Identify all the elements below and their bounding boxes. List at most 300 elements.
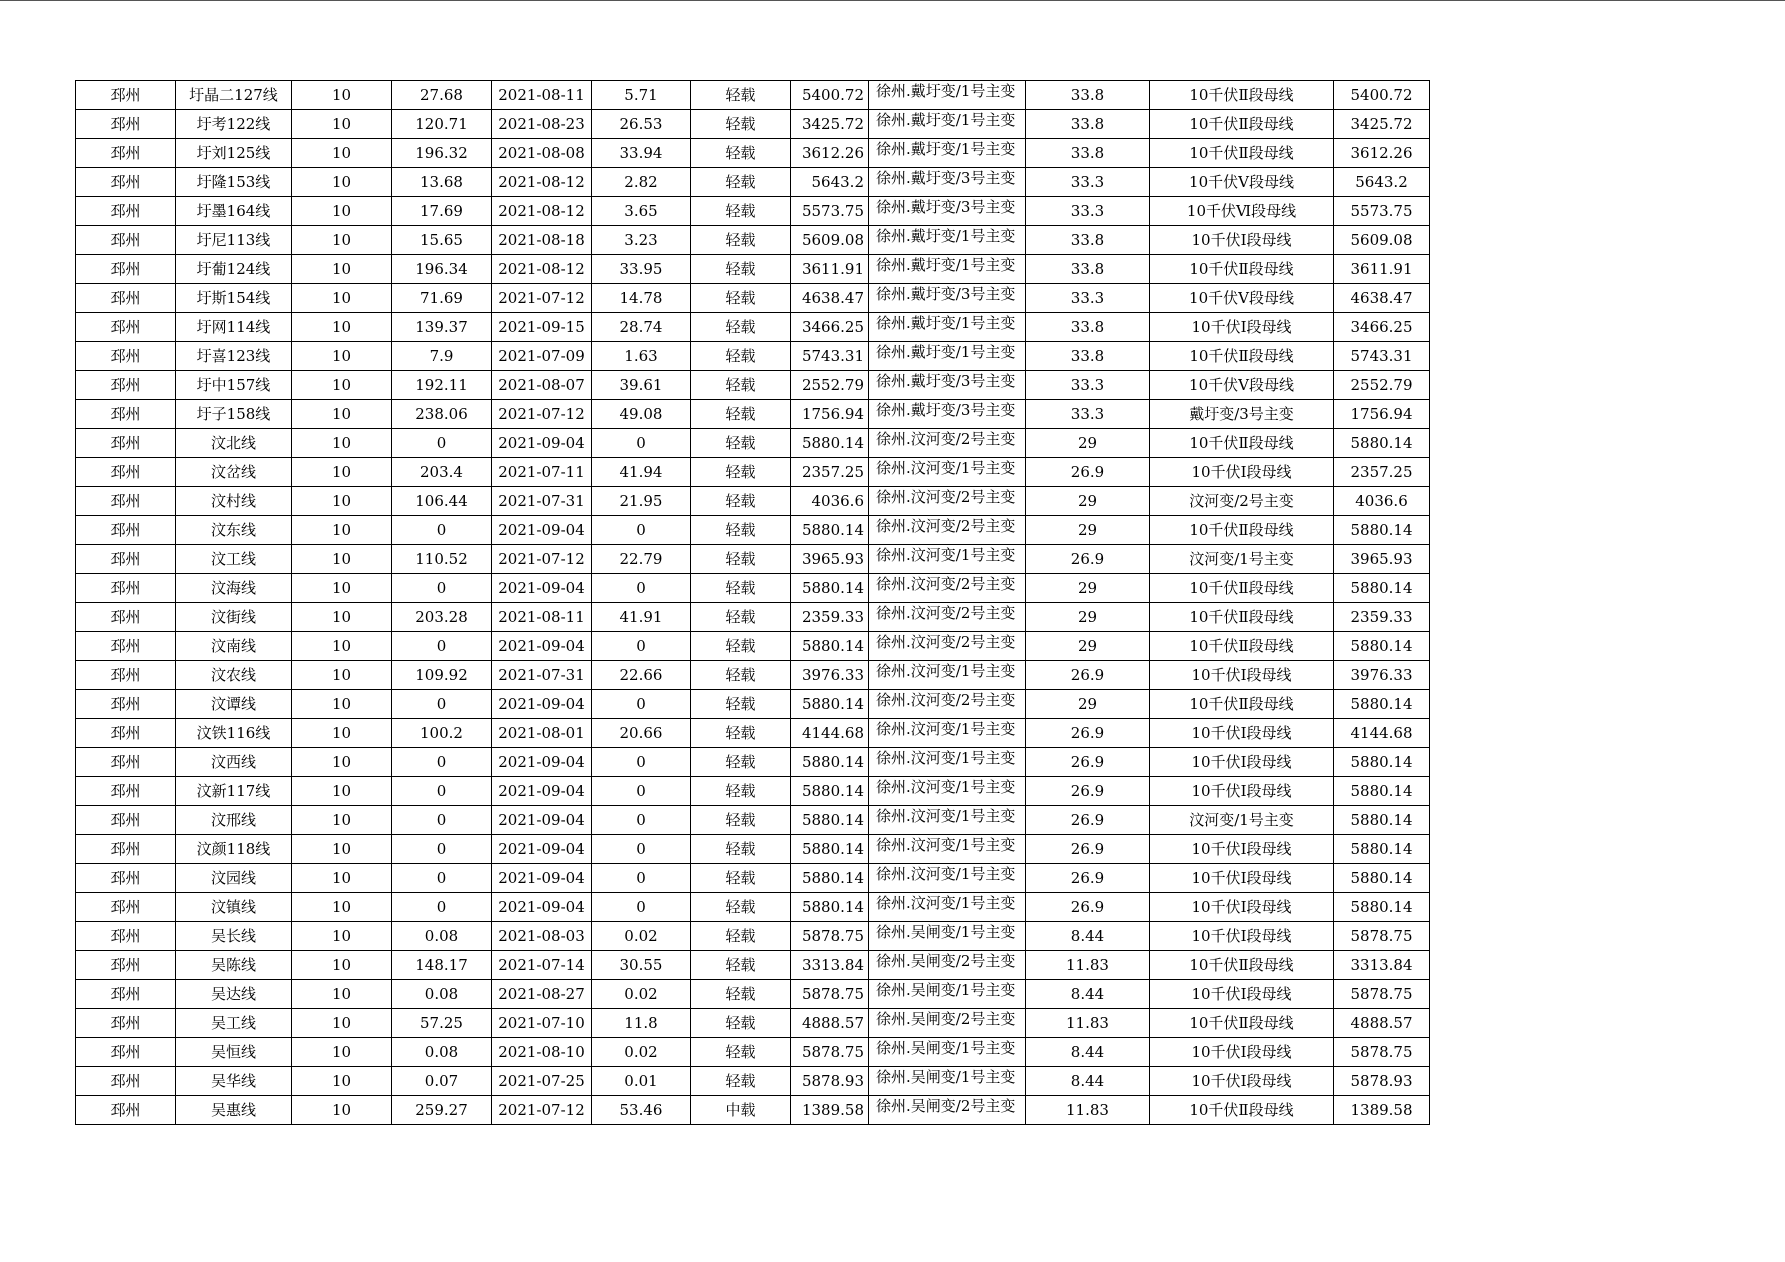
cell-load-rate: 26.53 — [592, 110, 691, 139]
cell-available-capacity: 3611.91 — [791, 255, 869, 284]
cell-load: 15.65 — [392, 226, 492, 255]
cell-date: 2021-09-04 — [492, 893, 592, 922]
table-row — [76, 748, 1430, 777]
cell-load: 100.2 — [392, 719, 492, 748]
cell-load: 259.27 — [392, 1096, 492, 1125]
cell-load: 27.68 — [392, 81, 492, 110]
table-row — [76, 313, 1430, 342]
cell-remaining-capacity: 3611.91 — [1334, 255, 1430, 284]
cell-date: 2021-09-04 — [492, 864, 592, 893]
cell-load-rate: 1.63 — [592, 342, 691, 371]
cell-substation: 徐州.戴圩变/1号主变 — [869, 255, 1026, 284]
cell-voltage: 10 — [292, 661, 392, 690]
cell-county: 邳州 — [76, 226, 176, 255]
cell-substation: 徐州.汶河变/1号主变 — [869, 806, 1026, 835]
cell-date: 2021-09-04 — [492, 806, 592, 835]
cell-bus: 10千伏Ⅴ段母线 — [1150, 284, 1334, 313]
cell-line-name: 圩子158线 — [176, 400, 292, 429]
cell-bus: 10千伏Ⅰ段母线 — [1150, 893, 1334, 922]
cell-bus: 10千伏Ⅰ段母线 — [1150, 777, 1334, 806]
cell-load-status: 轻载 — [691, 168, 791, 197]
cell-load: 71.69 — [392, 284, 492, 313]
cell-remaining-capacity: 5880.14 — [1334, 835, 1430, 864]
table-row — [76, 1067, 1430, 1096]
cell-load-status: 轻载 — [691, 777, 791, 806]
cell-voltage: 10 — [292, 458, 392, 487]
cell-line-name: 汶颜118线 — [176, 835, 292, 864]
cell-load-rate: 39.61 — [592, 371, 691, 400]
cell-main-transformer-rate: 26.9 — [1026, 835, 1150, 864]
cell-bus: 10千伏Ⅴ段母线 — [1150, 168, 1334, 197]
cell-load-rate: 22.66 — [592, 661, 691, 690]
cell-date: 2021-08-27 — [492, 980, 592, 1009]
cell-load: 148.17 — [392, 951, 492, 980]
cell-date: 2021-08-12 — [492, 255, 592, 284]
cell-available-capacity: 5880.14 — [791, 835, 869, 864]
cell-load: 196.32 — [392, 139, 492, 168]
cell-load-status: 轻载 — [691, 110, 791, 139]
cell-date: 2021-07-11 — [492, 458, 592, 487]
cell-main-transformer-rate: 26.9 — [1026, 864, 1150, 893]
cell-bus: 10千伏Ⅱ段母线 — [1150, 632, 1334, 661]
cell-load-status: 轻载 — [691, 661, 791, 690]
cell-county: 邳州 — [76, 1038, 176, 1067]
cell-load-rate: 0.02 — [592, 1038, 691, 1067]
cell-line-name: 汶谭线 — [176, 690, 292, 719]
cell-load: 57.25 — [392, 1009, 492, 1038]
cell-line-name: 圩晶二127线 — [176, 81, 292, 110]
cell-remaining-capacity: 2359.33 — [1334, 603, 1430, 632]
table-row — [76, 690, 1430, 719]
cell-substation: 徐州.戴圩变/3号主变 — [869, 197, 1026, 226]
cell-remaining-capacity: 5878.75 — [1334, 980, 1430, 1009]
cell-voltage: 10 — [292, 429, 392, 458]
cell-load: 110.52 — [392, 545, 492, 574]
cell-main-transformer-rate: 33.8 — [1026, 226, 1150, 255]
cell-voltage: 10 — [292, 139, 392, 168]
cell-substation: 徐州.戴圩变/1号主变 — [869, 81, 1026, 110]
cell-substation: 徐州.戴圩变/1号主变 — [869, 139, 1026, 168]
cell-main-transformer-rate: 33.3 — [1026, 371, 1150, 400]
cell-line-name: 吴恒线 — [176, 1038, 292, 1067]
cell-main-transformer-rate: 29 — [1026, 632, 1150, 661]
cell-main-transformer-rate: 33.3 — [1026, 284, 1150, 313]
cell-date: 2021-07-31 — [492, 661, 592, 690]
cell-county: 邳州 — [76, 545, 176, 574]
cell-remaining-capacity: 5880.14 — [1334, 748, 1430, 777]
cell-line-name: 汶村线 — [176, 487, 292, 516]
cell-line-name: 吴惠线 — [176, 1096, 292, 1125]
cell-voltage: 10 — [292, 632, 392, 661]
cell-remaining-capacity: 3425.72 — [1334, 110, 1430, 139]
table-row — [76, 226, 1430, 255]
cell-line-name: 汶铁116线 — [176, 719, 292, 748]
cell-main-transformer-rate: 26.9 — [1026, 458, 1150, 487]
cell-load-status: 轻载 — [691, 81, 791, 110]
table-row — [76, 980, 1430, 1009]
cell-main-transformer-rate: 26.9 — [1026, 545, 1150, 574]
cell-bus: 10千伏Ⅰ段母线 — [1150, 1038, 1334, 1067]
cell-substation: 徐州.汶河变/2号主变 — [869, 632, 1026, 661]
cell-voltage: 10 — [292, 574, 392, 603]
cell-county: 邳州 — [76, 632, 176, 661]
cell-main-transformer-rate: 26.9 — [1026, 661, 1150, 690]
cell-load-status: 轻载 — [691, 342, 791, 371]
cell-remaining-capacity: 5400.72 — [1334, 81, 1430, 110]
cell-remaining-capacity: 5878.93 — [1334, 1067, 1430, 1096]
cell-county: 邳州 — [76, 748, 176, 777]
cell-line-name: 汶街线 — [176, 603, 292, 632]
cell-main-transformer-rate: 8.44 — [1026, 1038, 1150, 1067]
cell-load: 106.44 — [392, 487, 492, 516]
table-row — [76, 400, 1430, 429]
cell-substation: 徐州.吴闸变/1号主变 — [869, 922, 1026, 951]
table-row — [76, 1096, 1430, 1125]
cell-county: 邳州 — [76, 922, 176, 951]
cell-remaining-capacity: 3313.84 — [1334, 951, 1430, 980]
cell-substation: 徐州.戴圩变/1号主变 — [869, 226, 1026, 255]
cell-line-name: 圩斯154线 — [176, 284, 292, 313]
table-row — [76, 516, 1430, 545]
cell-remaining-capacity: 5643.2 — [1334, 168, 1430, 197]
cell-county: 邳州 — [76, 980, 176, 1009]
cell-substation: 徐州.汶河变/2号主变 — [869, 487, 1026, 516]
cell-load: 0 — [392, 835, 492, 864]
table-row — [76, 545, 1430, 574]
cell-load-rate: 33.95 — [592, 255, 691, 284]
cell-date: 2021-07-31 — [492, 487, 592, 516]
cell-load-status: 轻载 — [691, 545, 791, 574]
cell-load-status: 轻载 — [691, 951, 791, 980]
cell-main-transformer-rate: 26.9 — [1026, 719, 1150, 748]
cell-county: 邳州 — [76, 139, 176, 168]
cell-voltage: 10 — [292, 1096, 392, 1125]
cell-load-status: 轻载 — [691, 197, 791, 226]
cell-load: 0.08 — [392, 922, 492, 951]
cell-line-name: 汶海线 — [176, 574, 292, 603]
table-row — [76, 458, 1430, 487]
cell-bus: 10千伏Ⅵ段母线 — [1150, 197, 1334, 226]
cell-line-name: 圩隆153线 — [176, 168, 292, 197]
cell-load: 0 — [392, 429, 492, 458]
cell-voltage: 10 — [292, 690, 392, 719]
cell-load-status: 轻载 — [691, 255, 791, 284]
cell-load-rate: 0 — [592, 806, 691, 835]
cell-main-transformer-rate: 29 — [1026, 516, 1150, 545]
cell-remaining-capacity: 5880.14 — [1334, 632, 1430, 661]
cell-load-rate: 21.95 — [592, 487, 691, 516]
cell-voltage: 10 — [292, 603, 392, 632]
cell-bus: 10千伏Ⅰ段母线 — [1150, 922, 1334, 951]
table-row — [76, 1038, 1430, 1067]
cell-available-capacity: 5880.14 — [791, 806, 869, 835]
cell-remaining-capacity: 5609.08 — [1334, 226, 1430, 255]
cell-line-name: 圩网114线 — [176, 313, 292, 342]
table-row — [76, 835, 1430, 864]
cell-remaining-capacity: 4036.6 — [1334, 487, 1430, 516]
cell-date: 2021-08-11 — [492, 603, 592, 632]
cell-bus: 10千伏Ⅰ段母线 — [1150, 748, 1334, 777]
cell-available-capacity: 1756.94 — [791, 400, 869, 429]
table-row — [76, 168, 1430, 197]
cell-available-capacity: 3466.25 — [791, 313, 869, 342]
cell-substation: 徐州.汶河变/1号主变 — [869, 777, 1026, 806]
cell-date: 2021-08-11 — [492, 81, 592, 110]
cell-county: 邳州 — [76, 661, 176, 690]
cell-available-capacity: 3313.84 — [791, 951, 869, 980]
cell-line-name: 圩葡124线 — [176, 255, 292, 284]
cell-voltage: 10 — [292, 110, 392, 139]
table-row — [76, 864, 1430, 893]
cell-substation: 徐州.戴圩变/1号主变 — [869, 342, 1026, 371]
cell-bus: 10千伏Ⅱ段母线 — [1150, 139, 1334, 168]
cell-load-rate: 0 — [592, 632, 691, 661]
cell-line-name: 吴陈线 — [176, 951, 292, 980]
cell-county: 邳州 — [76, 516, 176, 545]
cell-bus: 10千伏Ⅱ段母线 — [1150, 1009, 1334, 1038]
cell-county: 邳州 — [76, 110, 176, 139]
cell-load-status: 轻载 — [691, 226, 791, 255]
cell-load-rate: 0.02 — [592, 980, 691, 1009]
cell-county: 邳州 — [76, 806, 176, 835]
cell-county: 邳州 — [76, 342, 176, 371]
cell-date: 2021-09-04 — [492, 632, 592, 661]
cell-county: 邳州 — [76, 893, 176, 922]
cell-date: 2021-08-01 — [492, 719, 592, 748]
cell-voltage: 10 — [292, 748, 392, 777]
cell-substation: 徐州.戴圩变/3号主变 — [869, 371, 1026, 400]
cell-load: 0.07 — [392, 1067, 492, 1096]
cell-load-status: 轻载 — [691, 284, 791, 313]
table-body — [76, 81, 1430, 1125]
cell-load-rate: 2.82 — [592, 168, 691, 197]
cell-bus: 10千伏Ⅰ段母线 — [1150, 980, 1334, 1009]
cell-load-status: 轻载 — [691, 893, 791, 922]
cell-substation: 徐州.汶河变/2号主变 — [869, 603, 1026, 632]
cell-remaining-capacity: 5880.14 — [1334, 690, 1430, 719]
cell-bus: 10千伏Ⅱ段母线 — [1150, 255, 1334, 284]
table-row — [76, 806, 1430, 835]
cell-remaining-capacity: 5880.14 — [1334, 574, 1430, 603]
table-row — [76, 197, 1430, 226]
cell-available-capacity: 5880.14 — [791, 690, 869, 719]
cell-line-name: 汶农线 — [176, 661, 292, 690]
cell-line-name: 汶西线 — [176, 748, 292, 777]
cell-available-capacity: 5880.14 — [791, 864, 869, 893]
cell-main-transformer-rate: 33.3 — [1026, 168, 1150, 197]
cell-line-name: 汶北线 — [176, 429, 292, 458]
cell-main-transformer-rate: 33.8 — [1026, 110, 1150, 139]
cell-load-status: 轻载 — [691, 980, 791, 1009]
cell-load-rate: 0 — [592, 690, 691, 719]
cell-load-status: 轻载 — [691, 719, 791, 748]
table-row — [76, 487, 1430, 516]
cell-substation: 徐州.吴闸变/2号主变 — [869, 951, 1026, 980]
table-row — [76, 110, 1430, 139]
cell-available-capacity: 2359.33 — [791, 603, 869, 632]
cell-county: 邳州 — [76, 690, 176, 719]
cell-voltage: 10 — [292, 1009, 392, 1038]
cell-substation: 徐州.吴闸变/1号主变 — [869, 1067, 1026, 1096]
cell-substation: 徐州.吴闸变/1号主变 — [869, 1038, 1026, 1067]
cell-load-rate: 14.78 — [592, 284, 691, 313]
cell-load-rate: 0 — [592, 864, 691, 893]
cell-load-rate: 0 — [592, 893, 691, 922]
cell-bus: 10千伏Ⅴ段母线 — [1150, 371, 1334, 400]
cell-available-capacity: 2552.79 — [791, 371, 869, 400]
cell-remaining-capacity: 3466.25 — [1334, 313, 1430, 342]
cell-date: 2021-09-04 — [492, 835, 592, 864]
cell-county: 邳州 — [76, 313, 176, 342]
cell-available-capacity: 5573.75 — [791, 197, 869, 226]
cell-bus: 10千伏Ⅰ段母线 — [1150, 864, 1334, 893]
cell-load-rate: 3.65 — [592, 197, 691, 226]
cell-load-status: 轻载 — [691, 1067, 791, 1096]
table-row — [76, 922, 1430, 951]
cell-load: 139.37 — [392, 313, 492, 342]
cell-main-transformer-rate: 26.9 — [1026, 893, 1150, 922]
cell-line-name: 吴工线 — [176, 1009, 292, 1038]
cell-remaining-capacity: 5880.14 — [1334, 864, 1430, 893]
cell-bus: 10千伏Ⅱ段母线 — [1150, 429, 1334, 458]
cell-load-rate: 49.08 — [592, 400, 691, 429]
cell-substation: 徐州.汶河变/2号主变 — [869, 516, 1026, 545]
cell-load-status: 轻载 — [691, 922, 791, 951]
cell-load: 109.92 — [392, 661, 492, 690]
cell-remaining-capacity: 5880.14 — [1334, 806, 1430, 835]
cell-load: 120.71 — [392, 110, 492, 139]
cell-date: 2021-09-04 — [492, 516, 592, 545]
cell-load-rate: 0 — [592, 835, 691, 864]
table-row — [76, 661, 1430, 690]
cell-load: 0 — [392, 777, 492, 806]
cell-substation: 徐州.汶河变/2号主变 — [869, 574, 1026, 603]
cell-available-capacity: 4036.6 — [791, 487, 869, 516]
cell-date: 2021-09-04 — [492, 690, 592, 719]
cell-voltage: 10 — [292, 400, 392, 429]
cell-main-transformer-rate: 26.9 — [1026, 806, 1150, 835]
cell-date: 2021-07-09 — [492, 342, 592, 371]
cell-line-name: 圩墨164线 — [176, 197, 292, 226]
cell-load: 238.06 — [392, 400, 492, 429]
cell-county: 邳州 — [76, 197, 176, 226]
cell-load-status: 轻载 — [691, 835, 791, 864]
cell-date: 2021-08-03 — [492, 922, 592, 951]
cell-county: 邳州 — [76, 1009, 176, 1038]
cell-date: 2021-09-15 — [492, 313, 592, 342]
table-row — [76, 632, 1430, 661]
cell-date: 2021-07-14 — [492, 951, 592, 980]
cell-remaining-capacity: 5573.75 — [1334, 197, 1430, 226]
cell-bus: 10千伏Ⅱ段母线 — [1150, 110, 1334, 139]
cell-date: 2021-09-04 — [492, 429, 592, 458]
cell-date: 2021-09-04 — [492, 748, 592, 777]
cell-date: 2021-07-10 — [492, 1009, 592, 1038]
cell-line-name: 汶新117线 — [176, 777, 292, 806]
cell-county: 邳州 — [76, 81, 176, 110]
cell-remaining-capacity: 3612.26 — [1334, 139, 1430, 168]
table-row — [76, 1009, 1430, 1038]
cell-substation: 徐州.戴圩变/3号主变 — [869, 284, 1026, 313]
cell-voltage: 10 — [292, 487, 392, 516]
cell-voltage: 10 — [292, 168, 392, 197]
cell-remaining-capacity: 2357.25 — [1334, 458, 1430, 487]
cell-voltage: 10 — [292, 777, 392, 806]
cell-substation: 徐州.戴圩变/3号主变 — [869, 400, 1026, 429]
cell-available-capacity: 4144.68 — [791, 719, 869, 748]
cell-load-rate: 0.01 — [592, 1067, 691, 1096]
table-row — [76, 284, 1430, 313]
cell-load-rate: 20.66 — [592, 719, 691, 748]
cell-county: 邳州 — [76, 400, 176, 429]
cell-substation: 徐州.汶河变/1号主变 — [869, 864, 1026, 893]
cell-date: 2021-08-07 — [492, 371, 592, 400]
cell-bus: 10千伏Ⅱ段母线 — [1150, 81, 1334, 110]
cell-load-rate: 11.8 — [592, 1009, 691, 1038]
cell-load-status: 轻载 — [691, 1038, 791, 1067]
cell-load: 7.9 — [392, 342, 492, 371]
cell-available-capacity: 3612.26 — [791, 139, 869, 168]
cell-remaining-capacity: 5880.14 — [1334, 893, 1430, 922]
cell-available-capacity: 5400.72 — [791, 81, 869, 110]
cell-load-status: 轻载 — [691, 429, 791, 458]
cell-load-status: 轻载 — [691, 400, 791, 429]
cell-county: 邳州 — [76, 458, 176, 487]
cell-substation: 徐州.汶河变/1号主变 — [869, 545, 1026, 574]
cell-load: 0.08 — [392, 980, 492, 1009]
cell-available-capacity: 5878.75 — [791, 1038, 869, 1067]
cell-load-rate: 22.79 — [592, 545, 691, 574]
cell-remaining-capacity: 3965.93 — [1334, 545, 1430, 574]
cell-load-rate: 30.55 — [592, 951, 691, 980]
cell-load: 13.68 — [392, 168, 492, 197]
cell-line-name: 汶岔线 — [176, 458, 292, 487]
cell-load-rate: 0 — [592, 777, 691, 806]
cell-main-transformer-rate: 33.8 — [1026, 139, 1150, 168]
cell-voltage: 10 — [292, 951, 392, 980]
cell-line-name: 汶南线 — [176, 632, 292, 661]
cell-substation: 徐州.吴闸变/1号主变 — [869, 980, 1026, 1009]
cell-load-rate: 0 — [592, 748, 691, 777]
cell-main-transformer-rate: 26.9 — [1026, 777, 1150, 806]
cell-line-name: 吴达线 — [176, 980, 292, 1009]
table-row — [76, 255, 1430, 284]
cell-substation: 徐州.汶河变/1号主变 — [869, 835, 1026, 864]
cell-remaining-capacity: 4144.68 — [1334, 719, 1430, 748]
cell-load-rate: 53.46 — [592, 1096, 691, 1125]
cell-load: 0 — [392, 574, 492, 603]
cell-bus: 10千伏Ⅰ段母线 — [1150, 313, 1334, 342]
cell-main-transformer-rate: 11.83 — [1026, 1009, 1150, 1038]
table-row — [76, 951, 1430, 980]
cell-available-capacity: 5878.75 — [791, 922, 869, 951]
cell-load-rate: 0 — [592, 429, 691, 458]
cell-line-name: 汶东线 — [176, 516, 292, 545]
cell-voltage: 10 — [292, 371, 392, 400]
cell-county: 邳州 — [76, 835, 176, 864]
table-row — [76, 81, 1430, 110]
cell-substation: 徐州.汶河变/2号主变 — [869, 429, 1026, 458]
cell-main-transformer-rate: 8.44 — [1026, 922, 1150, 951]
cell-county: 邳州 — [76, 168, 176, 197]
cell-main-transformer-rate: 8.44 — [1026, 980, 1150, 1009]
cell-bus: 10千伏Ⅱ段母线 — [1150, 603, 1334, 632]
cell-county: 邳州 — [76, 1096, 176, 1125]
cell-county: 邳州 — [76, 1067, 176, 1096]
cell-voltage: 10 — [292, 226, 392, 255]
cell-main-transformer-rate: 29 — [1026, 690, 1150, 719]
cell-bus: 10千伏Ⅱ段母线 — [1150, 516, 1334, 545]
